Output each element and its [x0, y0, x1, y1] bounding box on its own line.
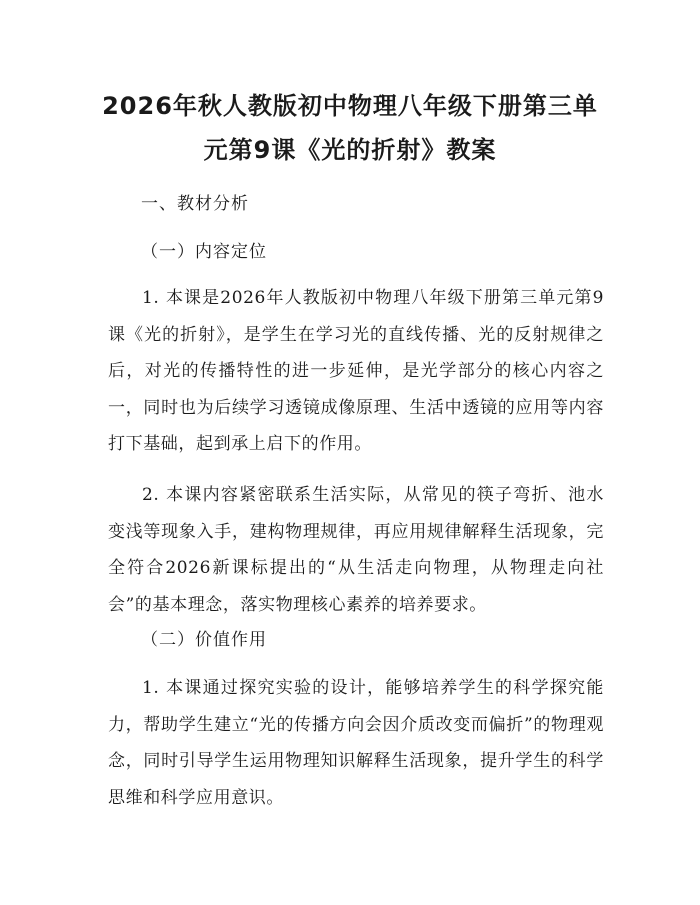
- subsection-heading-value-role: （二）价值作用: [141, 630, 267, 650]
- paragraph-3: 1. 本课通过探究实验的设计，能够培养学生的科学探究能力，帮助学生建立“光的传播方向会因介质改变而偏折”的物理观念，同时引导学生运用物理知识解释生活现象，提升学生的科学思维和科学应用意识。: [108, 678, 604, 808]
- title-line-1: 2026年秋人教版初中物理八年级下册第三单: [102, 92, 598, 120]
- title-line-2: 元第9课《光的折射》教案: [203, 136, 497, 164]
- subsection-heading-content-positioning: （一）内容定位: [141, 242, 267, 262]
- document-title: [90, 84, 610, 172]
- paragraph-1: 1. 本课是2026年人教版初中物理八年级下册第三单元第9课《光的折射》，是学生在学习光的直线传播、光的反射规律之后，对光的传播特性的进一步延伸，是光学部分的核心内容之一，同时也为后续学习透镜成像原理、生活中透镜的应用等内容打下基础，起到承上启下的作用。: [108, 288, 604, 454]
- paragraph-2: 2. 本课内容紧密联系生活实际，从常见的筷子弯折、池水变浅等现象入手，建构物理规律，再应用规律解释生活现象，完全符合2026新课标提出的“从生活走向物理，从物理走向社会”的基本理念，落实物理核心素养的培养要求。: [108, 485, 604, 615]
- section-heading-textbook-analysis: 一、教材分析: [141, 194, 249, 214]
